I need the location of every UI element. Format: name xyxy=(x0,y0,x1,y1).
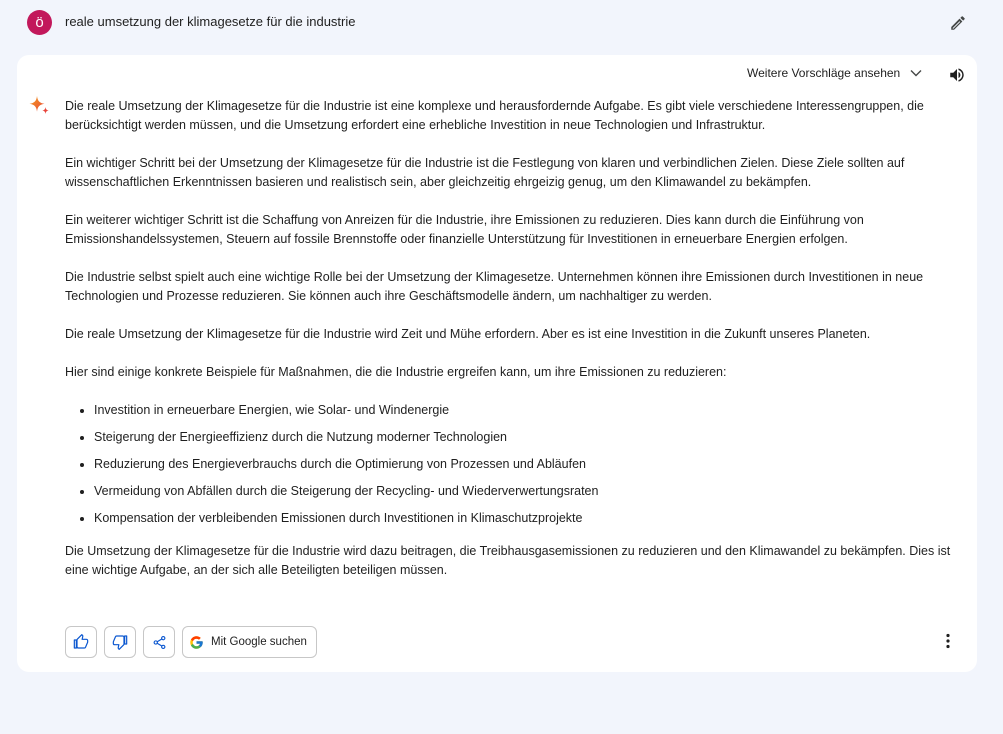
list-item: • Steigerung der Energieeffizienz durch die Nutzung moderner Technologien xyxy=(94,428,955,447)
response-closing-paragraph: Die Umsetzung der Klimagesetze für die Industrie wird dazu beitragen, die Treibhausgasemissionen zu reduzieren und den Klimawandel zu bekämpfen. Dies ist eine wichtige Aufgabe, an der sich alle Beteiligten beteiligen müssen. xyxy=(65,544,951,577)
share-icon xyxy=(152,635,167,650)
chevron-down-icon xyxy=(910,69,922,77)
more-suggestions-dropdown[interactable] xyxy=(747,66,922,80)
speaker-icon xyxy=(948,66,966,84)
response-card xyxy=(17,55,977,672)
thumbs-down-icon xyxy=(112,634,128,650)
response-content xyxy=(65,97,955,599)
response-paragraph: Ein weiterer wichtiger Schritt ist die Schaffung von Anreizen für die Industrie, ihre Emissionen zu reduzieren. Dies kann durch die Einführung von Emissionshandelssystemen, Steuern auf fossile Brennstoffe oder finanzielle Unterstützung für Investitionen in erneuerbare Energien erfolgen. xyxy=(65,213,864,246)
user-query-text: reale umsetzung der klimagesetze für die industrie xyxy=(65,14,356,29)
thumbs-up-button[interactable] xyxy=(65,626,97,658)
response-actions xyxy=(65,626,317,658)
response-paragraph: Hier sind einige konkrete Beispiele für Maßnahmen, die die Industrie ergreifen kann, um ihre Emissionen zu reduzieren: xyxy=(65,365,727,379)
thumbs-up-icon xyxy=(73,634,89,650)
google-g-icon xyxy=(189,635,204,650)
list-item: • Reduzierung des Energieverbrauchs durch die Optimierung von Prozessen und Abläufen xyxy=(94,455,955,474)
bard-sparkle-icon xyxy=(27,94,51,118)
more-options-button[interactable] xyxy=(938,630,958,652)
measures-list xyxy=(65,401,955,528)
more-suggestions-label: Weitere Vorschläge ansehen xyxy=(747,66,901,80)
list-item: • Vermeidung von Abfällen durch die Steigerung der Recycling- und Wiederverwertungsraten xyxy=(94,482,955,501)
google-search-label: Mit Google suchen xyxy=(211,636,307,648)
thumbs-down-button[interactable] xyxy=(104,626,136,658)
list-item: • Investition in erneuerbare Energien, wie Solar- und Windenergie xyxy=(94,401,955,420)
response-paragraph: Die reale Umsetzung der Klimagesetze für die Industrie wird Zeit und Mühe erfordern. Aber es ist eine Investition in die Zukunft unseres Planeten. xyxy=(65,327,871,341)
pencil-icon xyxy=(949,14,967,32)
user-query-row xyxy=(0,0,1003,46)
user-avatar: ö xyxy=(27,10,52,35)
read-aloud-button[interactable] xyxy=(947,65,967,85)
response-paragraph: Ein wichtiger Schritt bei der Umsetzung der Klimagesetze für die Industrie ist die Festlegung von klaren und verbindlichen Zielen. Diese Ziele sollten auf wissenschaftlichen Erkenntnissen basieren und realistisch sein, aber gleichzeitig ehrgeizig genug, um den Klimawandel zu bekämpfen. xyxy=(65,156,905,189)
response-paragraph: Die reale Umsetzung der Klimagesetze für die Industrie ist eine komplexe und herausfordernde Aufgabe. Es gibt viele verschiedene Interessengruppen, die berücksichtigt werden müssen, und die Umsetzung erfordert eine erhebliche Investition in neue Technologien und Infrastruktur. xyxy=(65,99,924,132)
response-paragraph: Die Industrie selbst spielt auch eine wichtige Rolle bei der Umsetzung der Klimagesetze. Unternehmen können ihre Emissionen durch Investitionen in neue Technologien und Prozesse reduzieren. Sie können auch ihre Geschäftsmodelle ändern, um nachhaltiger zu werden. xyxy=(65,270,924,303)
list-item: • Kompensation der verbleibenden Emissionen durch Investitionen in Klimaschutzprojekte xyxy=(94,509,955,528)
more-vert-icon xyxy=(945,633,951,649)
share-button[interactable] xyxy=(143,626,175,658)
edit-query-button[interactable] xyxy=(946,11,970,35)
google-search-button[interactable] xyxy=(182,626,317,658)
